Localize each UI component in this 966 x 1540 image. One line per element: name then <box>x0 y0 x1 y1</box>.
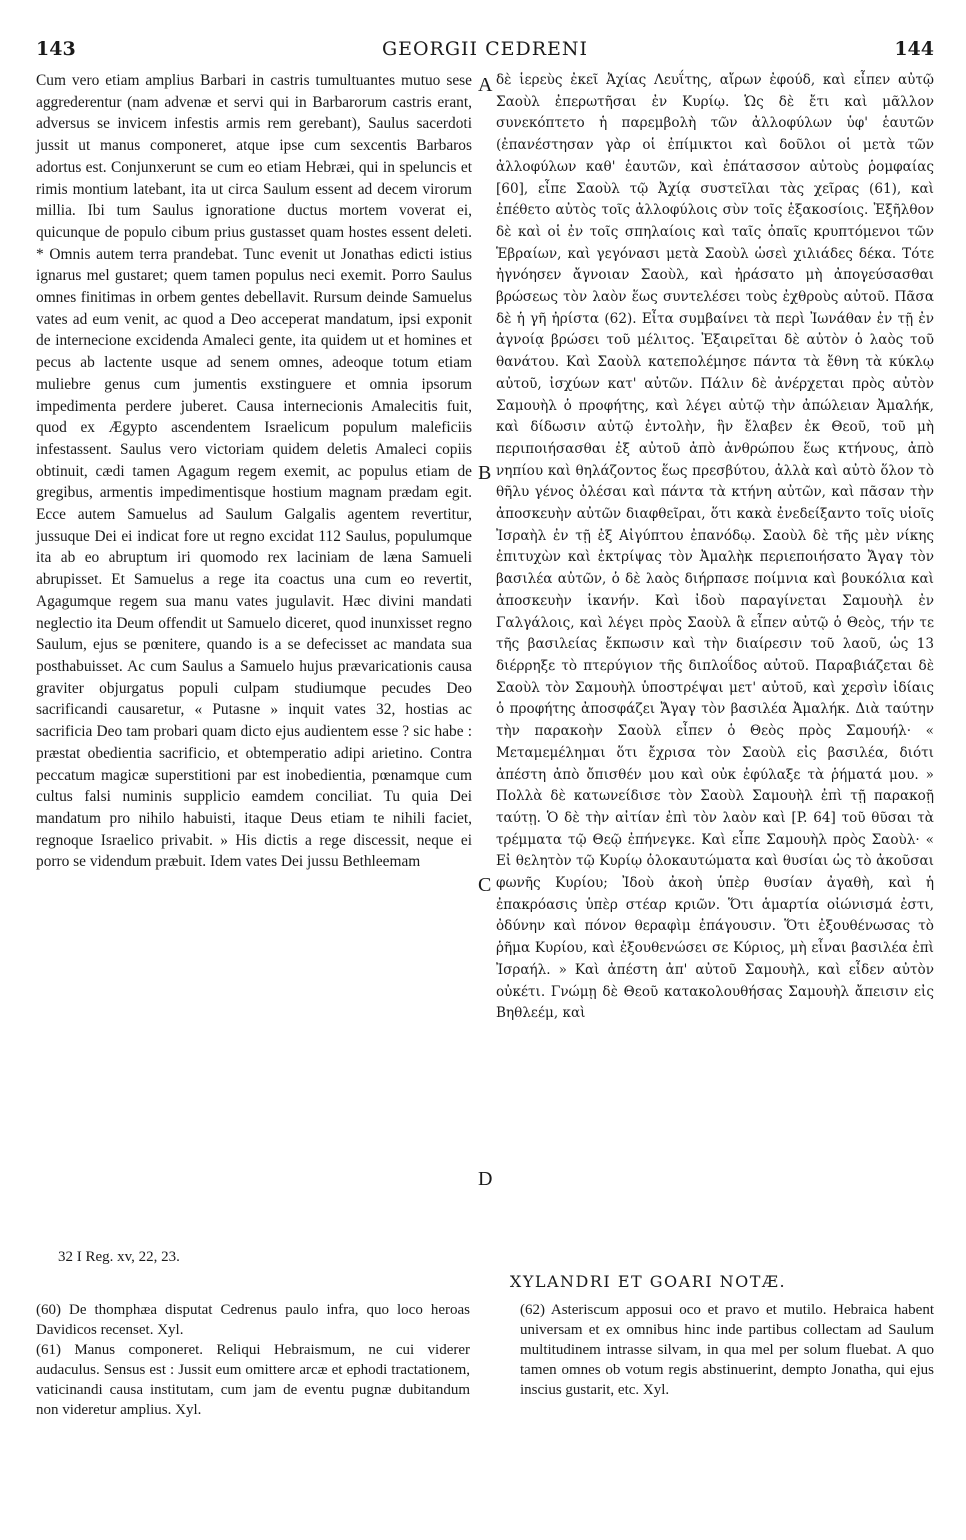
latin-footnote: 32 I Reg. xv, 22, 23. <box>58 1249 180 1265</box>
section-marker-b: B <box>478 462 492 484</box>
greek-text: δὲ ἱερεὺς ἐκεῖ Ἀχίας Λευΐτης, αἴρων ἐφούδ, καὶ εἶπεν αὐτῷ Σαοὺλ ἐπερωτῆσαι ἐν Κυρίῳ. Ὡς δὲ ἔτι καὶ μᾶλλον συνεκόπτετο ἡ παρεμβολὴ τῶν ἀλλοφύλων ὑφ' ἑαυτῶν (ἐπανέστησαν γὰρ οἱ ἐπίμικτοι καὶ δοῦλοι οἱ μετὰ τῶν ἀλλοφύλων καθ' ἑαυτῶν, καὶ ἐπάτασσον αὐτοὺς ῥομφαίας [60], εἶπε Σαοὺλ τῷ Ἀχίᾳ συστεῖλαι τὰς χεῖρας (61), καὶ ἐπέθετο αὐτὸς τοῖς ἀλλοφύλοις σὺν τοῖς ἑξακοσίοις. Ἐξῆλθον δὲ καὶ οἱ ἐν τοῖς σπηλαίοις καὶ ταῖς ὀπαῖς κρυπτόμενοι τῶν Ἑβραίων, καὶ γεγόνασι μετὰ Σαοὺλ ὡσεὶ χιλιάδες δέκα. Τότε ἠγνόησεν ἄγνοιαν Σαοὺλ, καὶ ἠράσατο μὴ ἀπογεύσασθαι βρώσεως τὸν λαὸν ἕως συντελέσει τοὺς ἐχθροὺς αὐτοῦ. Πᾶσα δὲ ἡ γῆ ἠρίστα (62). Εἶτα συμβαίνει τὰ περὶ Ἰωνάθαν ἐν τῇ ἐν ἀγνοίᾳ βρώσει τοῦ μέλιτος. Ἐξαιρεῖται δὲ αὐτὸν ὁ λαὸς τοῦ θανάτου. Καὶ Σαοὺλ κατεπολέμησε πάντα τὰ ἔθνη τὰ κύκλῳ αὐτοῦ, ἰσχύων κατ' αὐτῶν. Πάλιν δὲ ἀνέρχεται πρὸς αὐτὸν Σαμουὴλ ὁ προφήτης, καὶ λέγει αὐτῷ τὴν ἀπώλειαν Ἀμαλήκ, καὶ δίδωσιν αὐτῷ ἐντολὴν, ἣν ἔλαβεν ἐκ Θεοῦ, τοῦ μὴ περιποιήσασθαι ἐξ αὐτοῦ ἀπὸ ἀνθρώπου ἕως κτήνους, ἀπὸ νηπίου καὶ θηλάζοντος ἕως πρεσβύτου, ἀλλὰ καὶ αὐτὸ ὅλον τὸ θῆλυ γένος ὀλέσαι καὶ πάντα τὰ κτήνη αὐτῶν, καὶ πᾶσαν τὴν ἀποσκευὴν αὐτῶν διαφθεῖραι, ὅτι κακὰ ἐνεδείξαντο τοῖς υἱοῖς Ἰσραὴλ ἐν τῇ ἐξ Αἰγύπτου ἐπανόδῳ. Σαοὺλ δὲ τῆς μὲν νίκης ἐπιτυχὼν καὶ ἐκτρίψας τὸν Ἀμαλὴκ περιεποιήσατο Ἄγαγ τὸν βασιλέα αὐτῶν, ὁ δὲ λαὸς διήρπασε ποίμνια καὶ βουκόλια καὶ ἀποσκευὴν ἱκανήν. Καὶ ἰδοὺ παραγίνεται Σαμουὴλ ἐν Γαλγάλοις, καὶ λέγει πρὸς Σαοὺλ ἃ εἶπεν αὐτῷ ὁ Θεὸς, τήν τε τῆς βασιλείας ἔκπωσιν καὶ τὴν διαίρεσιν τοῦ λαοῦ, ὡς 13 διέρρηξε τὸ πτερύγιον τῆς διπλοΐδος αὐτοῦ. Παραβιάζεται δὲ Σαοὺλ τὸν Σαμουὴλ ὑποστρέψαι μετ' αὐτοῦ, καὶ χερσὶν ἰδίαις ὁ προφήτης ἀποσφάζει Ἄγαγ τὸν βασιλέα Ἀμαλήκ. Διὰ ταύτην τὴν παρακοὴν Σαοὺλ εἶπεν ὁ Θεὸς πρὸς Σαμουήλ· « Μεταμεμέλημαι ὅτι ἔχρισα τὸν Σαοὺλ εἰς βασιλέα, διότι ἀπέστη ἀπὸ ὄπισθέν μου καὶ οὐκ ἐφύλαξε τὰ ῥήματά μου. » Πολλὰ δὲ κατωνείδισε τὸν Σαοὺλ Σαμουὴλ ἐπὶ τῇ παρακοῇ ταύτῃ. Ὁ δὲ τὴν αἰτίαν ἐπὶ τὸν λαὸν καὶ [P. 64] τοῦ θῦσαι τὰ τρέμματα τῷ Θεῷ ἐπήνεγκε. Καὶ εἶπε Σαμουὴλ πρὸς Σαοὺλ· « Εἰ θελητὸν τῷ Κυρίῳ ὁλοκαυτώματα καὶ θυσίαι ὡς τὸ ἀκοῦσαι φωνῆς Κυρίου; Ἰδοὺ ἀκοὴ ὑπὲρ θυσίαν ἀγαθὴ, καὶ ἡ ἐπακρόασις ὑπὲρ στέαρ κριῶν. Ὅτι ἁμαρτία οἰώνισμά ἐστι, ὀδύνην καὶ πόνον θεραφὶμ ἐπάγουσιν. Ὅτι ἐξουθένωσας τὸ ῥῆμα Κυρίου, καὶ ἐξουθενώσει σε Κύριος, μὴ εἶναι βασιλέα ἐπὶ Ἰσραήλ. » Καὶ ἀπέστη ἀπ' αὐτοῦ Σαμουὴλ, καὶ εἶδεν αὐτὸν οὐκέτι. Γνώμῃ δὲ Θεοῦ κατακολουθήσας Σαμουὴλ ἄπεισιν εἰς Βηθλεέμ, καὶ <box>496 72 934 1022</box>
note-62: (62) Asteriscum apposui oco et pravo et mutilo. Hebraica habent universam et ex omnibus hinc inde partibus collectam ad Saulum multitudinem intrasse silvam, in qua mel per solum fluebat. A quo tamen omnes ob votum regis abstinuerint, dempto Jonatha, qui ejus inscius gustarit, etc. Xyl. <box>520 1302 934 1398</box>
latin-text: Cum vero etiam amplius Barbari in castris tumultuantes mutuo sese aggrederentur (nam advenæ et servi qui in Barbarorum castris erant, adversus se invicem infestis armis rem gerebant), Saulus sacerdoti jussit ut manus componeret, atque ipse cum sexcentis Barbaros adortus est. Conjunxerunt se cum eo etiam Hebræi, qui in speluncis et rimis montium latebant, ita ut circa Saulum essent ad decem virorum millia. Ibi tum Saulus ignoratione ductus mortem voverat ei, quicunque de populo cibum prius gustasset quam hostes essent deleti. * Omnis autem terra prandebat. Tunc evenit ut Jonathas edicti istius ignarus mel gustaret; quem tamen populus neci exemit. Porro Saulus omnes finitimas in orbem gentes debellavit. Rursum deinde Samuelus vates ad eum venit, ac quod a Deo acceperat mandatum, ipsi exponit de internecione excidenda Amaleci gente, ita quidem ut et homines et pecus ab lactente usque ad senem omnes, adeoque totum etiam muliebre genus cum jumentis exstinguere et omnia ipsorum impedimenta perdere juberet. Causa internecionis Amalecitis fuit, quod ex Ægypto ascendentem Israelicum populum maleficiis infestassent. Saulus vero victoriam quidem deletis Amaleci copiis obtinuit, cædi tamen Agagum regem exemit, ac populus etiam de gregibus, armentis impedimentisque hostium magnam prædam egit. Ecce autem Samuelus ad Saulum Galgalis agentem revertitur, jussuque Dei ei indicat fore ut regno excidat 112 Saulus, populumque ita ab eo abruptum iri quomodo rex laciniam de læna Samueli abrupisset. Et Samuelus a rege ita coactus una cum eo revertit, Agagumque regem sua manu vates jugulavit. Hæc divini mandati neglectio ita Deum offendit ut Samuelo diceret, quod inunxisset regno Saulum, ejus se pœnitere, quando is a se defecisset ac mandata sua posthabuisset. Ac cum Saulus a Samuelo hujus prævaricationis causa graviter objurgatus populi culpam studiumque pecudes Deo sacrificandi causaretur, « Putasne » inquit vates 32, hostias ac sacrificia Deo tam probari quam dicto ejus audientem esse ? sic habe : præstat obedientia sacrificio, et obtemperatio adipi arietino. Contra peccatum magicæ superstitioni par est inobedientia, pœnamque cum cultus falsi numinis supplicio eamdem conciliat. Tu quia Dei mandatum pro nihilo habuisti, itaque Deus etiam te nihili faciet, regnoque Israelico privabit. » His dictis a rege discessit, neque ei porro se videndum præbuit. Idem vates Dei jussu Bethleemam <box>36 72 472 871</box>
notes-title: XYLANDRI ET GOARI NOTÆ. <box>509 1272 787 1291</box>
notes-right-column <box>520 1300 934 1400</box>
note-60: (60) De thomphæa disputat Cedrenus paulo infra, quo loco heroas Davidicos recenset. Xyl. <box>36 1302 470 1338</box>
greek-column <box>496 70 934 1025</box>
latin-column <box>36 70 472 873</box>
running-title: GEORGII CEDRENI <box>381 38 589 60</box>
page-header <box>36 38 934 62</box>
page-number-left: 143 <box>36 38 76 60</box>
page-number-right: 144 <box>894 38 934 60</box>
note-61: (61) Manus componeret. Reliqui Hebraismum, ne cui viderer audaculus. Sensus est : Jussit eum omittere arcæ et ephodi tractationem, vaticinandi causa institutam, cum jam de eventu pugnæ dubitandum non videretur amplius. Xyl. <box>36 1342 470 1418</box>
section-marker-c: C <box>478 874 492 896</box>
section-marker-d: D <box>478 1168 493 1190</box>
section-marker-a: A <box>478 74 493 96</box>
notes-left-column <box>36 1300 470 1420</box>
